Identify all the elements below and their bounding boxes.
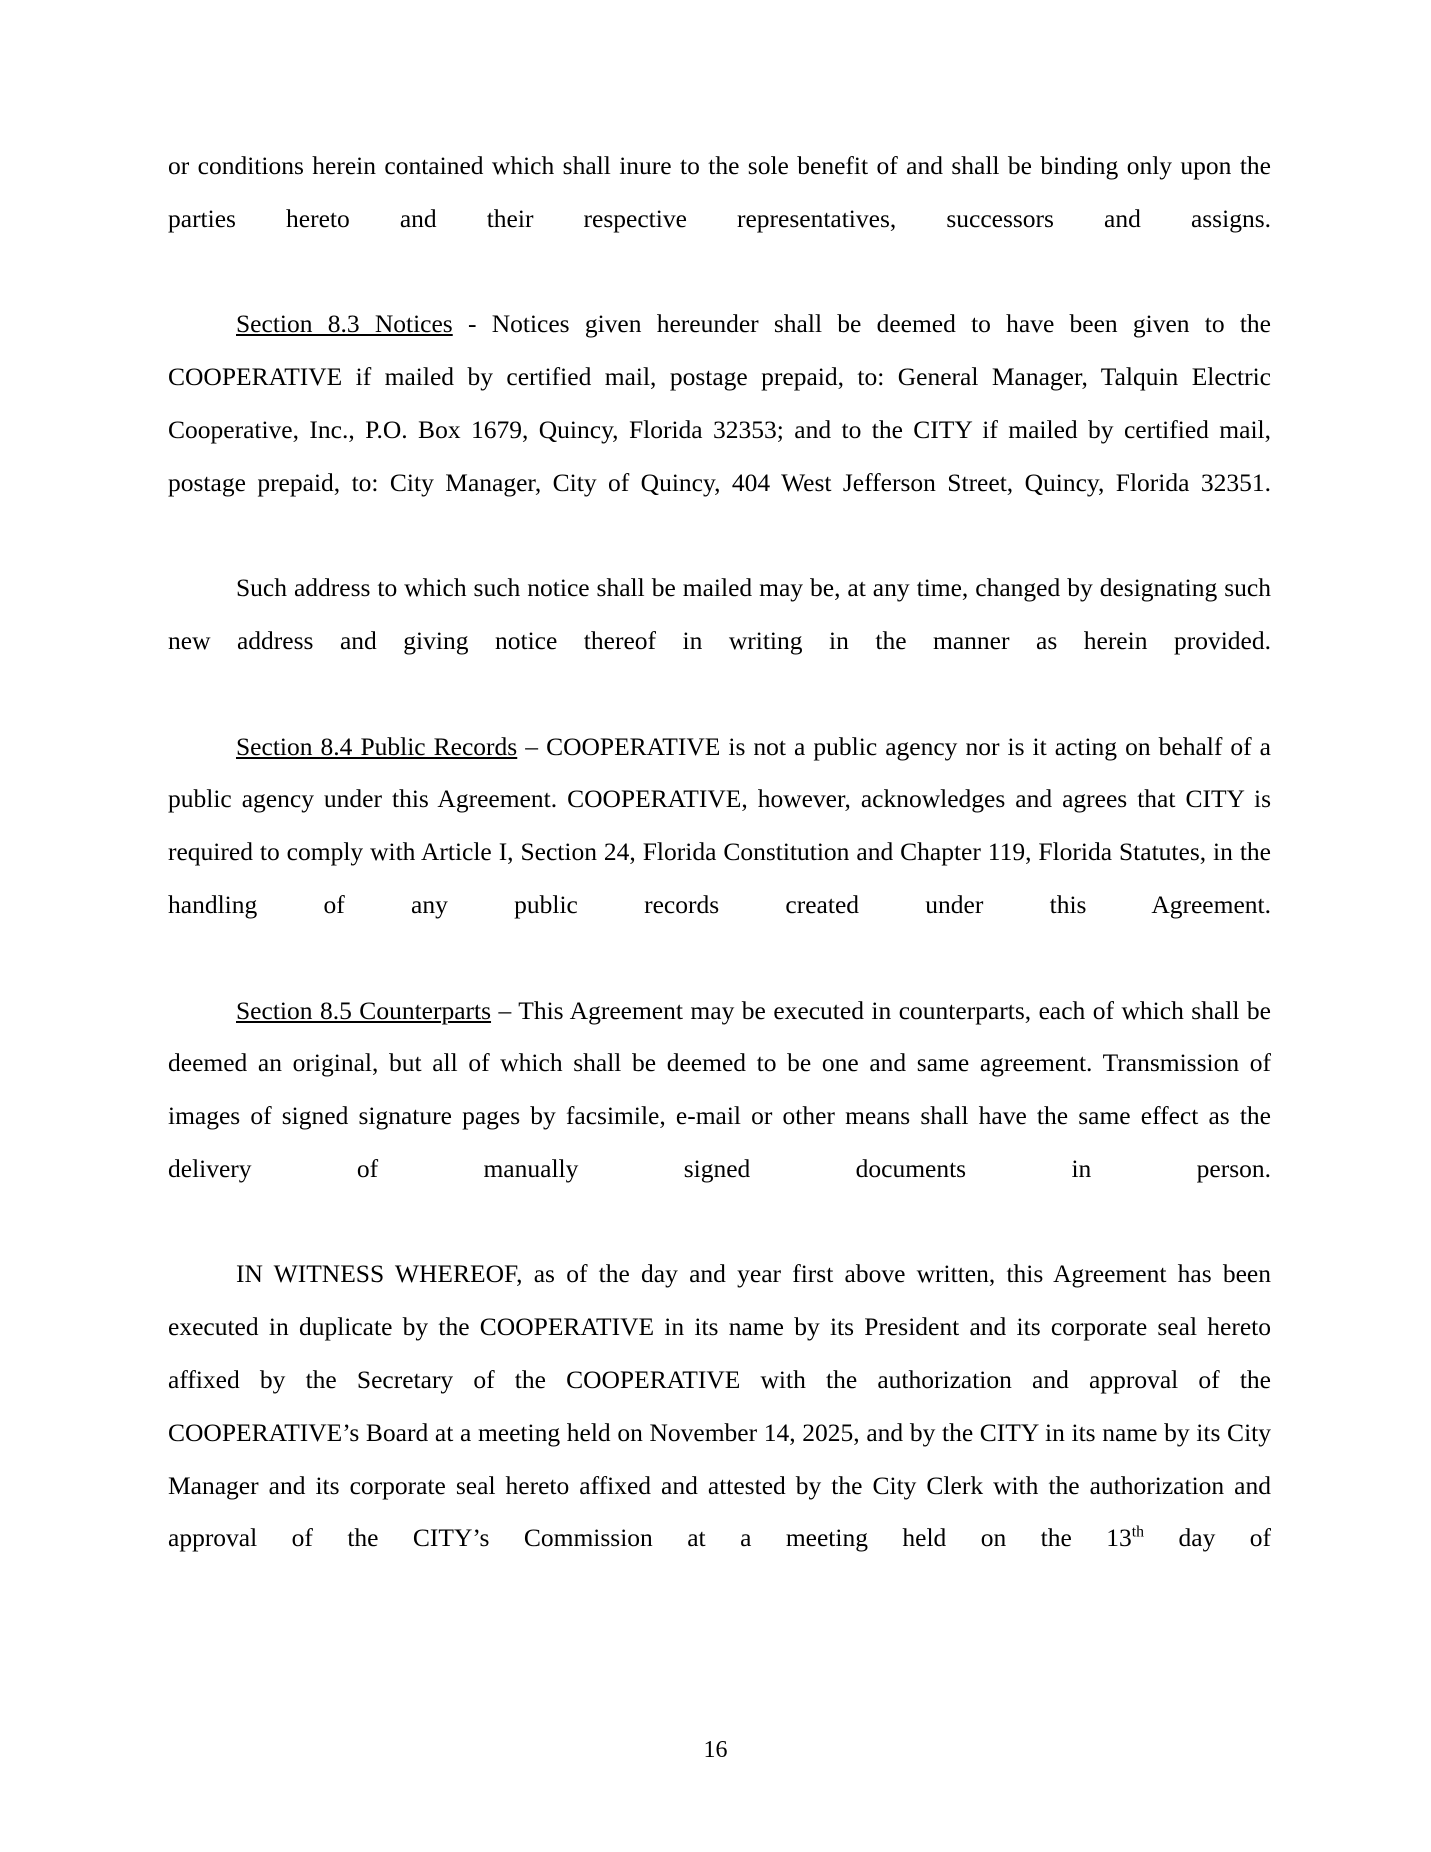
paragraph-text: or conditions herein contained which shall inure to the sole benefit of and shall be binding only upon the parties hereto and their respective representatives, successors and assigns. <box>168 151 1271 233</box>
paragraph-witness-whereof <box>168 1248 1271 1617</box>
paragraph-continuation <box>168 140 1271 298</box>
paragraph-text: – This Agreement may be executed in counterparts, each of which shall be deemed an original, but all of which shall be deemed to be one and same agreement. Transmission of images of signed signature pages by facsimile, e-mail or other means shall have the same effect as the delivery of manually signed documents in person. <box>168 995 1271 1183</box>
section-heading-8-5: Section 8.5 Counterparts <box>236 995 492 1025</box>
section-heading-8-3: Section 8.3 Notices <box>236 309 453 339</box>
paragraph-text: Such address to which such notice shall be mailed may be, at any time, changed by designating such new address and giving notice thereof in writing in the manner as herein provided. <box>168 573 1271 656</box>
paragraph-address-change <box>168 562 1271 720</box>
paragraph-section-8-5 <box>168 985 1271 1249</box>
paragraph-section-8-3 <box>168 298 1271 562</box>
paragraph-text-after: day of <box>1144 1523 1272 1553</box>
section-heading-8-4: Section 8.4 Public Records <box>236 731 518 761</box>
ordinal-suffix: th <box>1131 1523 1145 1541</box>
document-body <box>168 140 1271 1618</box>
paragraph-text: – COOPERATIVE is not a public agency nor is it acting on behalf of a public agency under this Agreement. COOPERATIVE, however, acknowledges and agrees that CITY is required to comply with Article I, Section 24, Florida Constitution and Chapter 119, Florida Statutes, in the handling of any public records created under this Agreement. <box>168 731 1272 919</box>
paragraph-text: IN WITNESS WHEREOF, as of the day and year first above written, this Agreement has been executed in duplicate by the COOPERATIVE in its name by its President and its corporate seal hereto affixed by the Secretary of the COOPERATIVE with the authorization and approval of the COOPERATIVE’s Board at a meeting held on November 14, 2025, and by the CITY in its name by its City Manager and its corporate seal hereto affixed and attested by the City Clerk with the authorization and approval of the CITY’s Commission at a meeting held on the 13 <box>168 1259 1271 1553</box>
paragraph-text: - Notices given hereunder shall be deemed to have been given to the COOPERATIVE if mailed by certified mail, postage prepaid, to: General Manager, Talquin Electric Cooperative, Inc., P.O. Box 1679, Quincy, Florida 32353; and to the CITY if mailed by certified mail, postage prepaid, to: City Manager, City of Quincy, 404 West Jefferson Street, Quincy, Florida 32351. <box>168 309 1271 497</box>
paragraph-section-8-4 <box>168 721 1271 985</box>
page-number: 16 <box>703 1737 728 1763</box>
